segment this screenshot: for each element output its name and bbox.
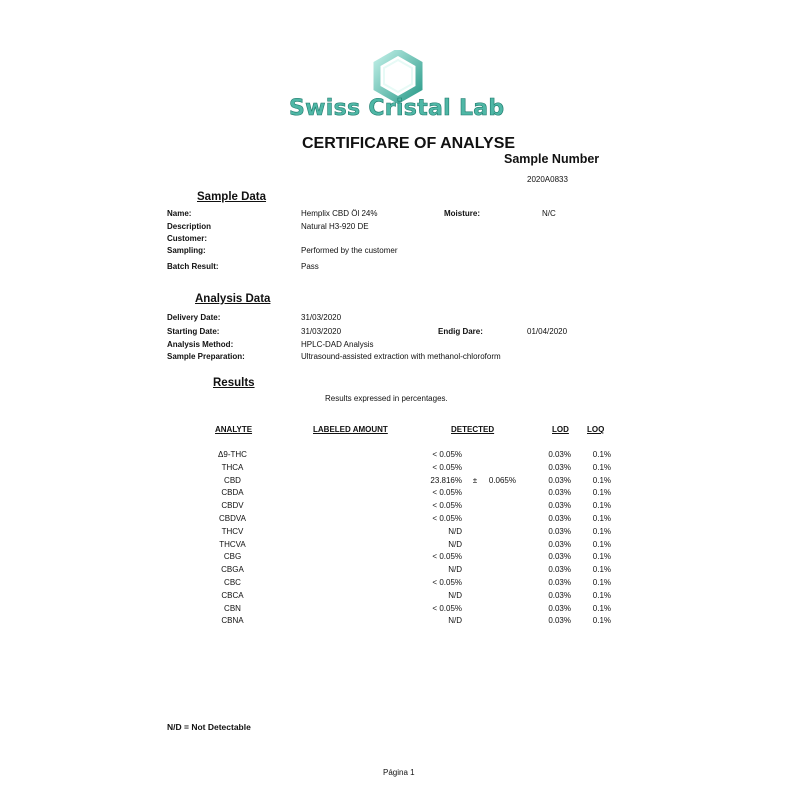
description-value: Natural H3-920 DE [301, 222, 369, 231]
loq-cell: 0.1% [592, 552, 611, 562]
sample-data-heading: Sample Data [197, 191, 267, 203]
col-loq: LOQ [587, 425, 605, 434]
loq-cell: 0.1% [592, 603, 611, 613]
loq-cell: 0.1% [592, 450, 611, 459]
analyte-cell: CBCA [221, 590, 244, 600]
description-label: Description [167, 222, 212, 231]
lod-cell: 0.03% [548, 616, 571, 626]
detected-cell: N/D [448, 590, 462, 600]
lod-cell: 0.03% [548, 514, 571, 523]
analyte-cell: THCV [221, 526, 244, 536]
delivery-date-label: Delivery Date: [167, 313, 221, 322]
detected-cell: < 0.05% [432, 603, 462, 613]
loq-cell: 0.1% [592, 590, 611, 600]
analysis-method-label: Analysis Method: [167, 340, 234, 349]
starting-date-value: 31/03/2020 [301, 327, 342, 336]
plus-minus-cell: ± [472, 475, 478, 485]
detected-cell: < 0.05% [432, 552, 462, 562]
col-lod: LOD [552, 425, 569, 434]
loq-cell: 0.1% [592, 616, 611, 626]
lod-cell: 0.03% [548, 450, 571, 459]
detected-cell: < 0.05% [432, 501, 462, 511]
loq-cell: 0.1% [592, 565, 611, 575]
detected-cell: < 0.05% [432, 514, 462, 523]
document-title: CERTIFICARE OF ANALYSE [302, 135, 516, 152]
lod-cell: 0.03% [548, 578, 571, 587]
moisture-label: Moisture: [444, 209, 480, 218]
analyte-cell: THCVA [219, 539, 246, 549]
loq-cell: 0.1% [592, 462, 611, 472]
batch-result-label: Batch Result: [167, 262, 219, 271]
loq-cell: 0.1% [592, 488, 611, 498]
results-heading: Results [213, 377, 255, 389]
sample-number-label: Sample Number [504, 152, 600, 166]
detected-cell: 23.816% [430, 475, 462, 485]
analysis-method-value: HPLC-DAD Analysis [301, 340, 374, 349]
lod-cell: 0.03% [548, 462, 571, 472]
loq-cell: 0.1% [592, 514, 611, 523]
analyte-cell: Δ9-THC [218, 450, 247, 459]
results-note: Results expressed in percentages. [325, 394, 448, 403]
lod-cell: 0.03% [548, 475, 571, 485]
analyte-cell: CBG [223, 552, 242, 562]
col-analyte: ANALYTE [215, 425, 253, 434]
lod-cell: 0.03% [548, 552, 571, 562]
nd-legend: N/D = Not Detectable [167, 722, 251, 732]
sampling-value: Performed by the customer [301, 246, 398, 255]
analysis-data-heading: Analysis Data [195, 293, 271, 305]
loq-cell: 0.1% [592, 475, 611, 485]
detected-cell: N/D [448, 539, 462, 549]
analyte-cell: CBDV [221, 501, 244, 511]
page-number: Página 1 [383, 768, 415, 777]
ending-date-value: 01/04/2020 [527, 327, 568, 336]
lab-logo-wordmark: Swiss Cristal Lab [289, 96, 505, 121]
sample-preparation-value: Ultrasound-assisted extraction with methanol-chloroform [301, 352, 501, 361]
detected-cell: < 0.05% [432, 488, 462, 498]
loq-cell: 0.1% [592, 539, 611, 549]
detected-cell: N/D [448, 526, 462, 536]
delivery-date-value: 31/03/2020 [301, 313, 342, 322]
lod-cell: 0.03% [548, 590, 571, 600]
customer-label: Customer: [167, 234, 208, 243]
ending-date-label: Endig Dare: [438, 327, 483, 336]
analyte-cell: CBN [224, 603, 241, 613]
lod-cell: 0.03% [548, 501, 571, 511]
col-labeled-amount: LABELED AMOUNT [313, 425, 388, 434]
analyte-cell: CBDA [221, 488, 244, 498]
detected-cell: < 0.05% [432, 578, 462, 587]
analyte-cell: CBDVA [219, 514, 246, 523]
lod-cell: 0.03% [548, 603, 571, 613]
sample-preparation-label: Sample Preparation: [167, 352, 245, 361]
lod-cell: 0.03% [548, 565, 571, 575]
detected-cell: N/D [448, 565, 462, 575]
detected-cell: N/D [448, 616, 462, 626]
analyte-cell: THCA [221, 462, 244, 472]
detected-cell: < 0.05% [432, 462, 462, 472]
moisture-value: N/C [542, 209, 556, 218]
lod-cell: 0.03% [548, 526, 571, 536]
sampling-label: Sampling: [167, 246, 206, 255]
sample-number-value: 2020A0833 [527, 175, 568, 184]
name-value: Hemplix CBD Öl 24% [301, 209, 378, 218]
detected-cell: < 0.05% [432, 450, 462, 459]
analyte-cell: CBD [224, 475, 241, 485]
lod-cell: 0.03% [548, 488, 571, 498]
loq-cell: 0.1% [592, 501, 611, 511]
col-detected: DETECTED [451, 425, 495, 434]
loq-cell: 0.1% [592, 526, 611, 536]
lod-cell: 0.03% [548, 539, 571, 549]
analyte-cell: CBC [224, 578, 241, 587]
uncertainty-cell: 0.065% [488, 475, 516, 485]
analyte-cell: CBNA [221, 616, 244, 626]
loq-cell: 0.1% [592, 578, 611, 587]
batch-result-value: Pass [301, 262, 319, 271]
starting-date-label: Starting Date: [167, 327, 220, 336]
analyte-cell: CBGA [221, 565, 244, 575]
name-label: Name: [167, 209, 192, 218]
